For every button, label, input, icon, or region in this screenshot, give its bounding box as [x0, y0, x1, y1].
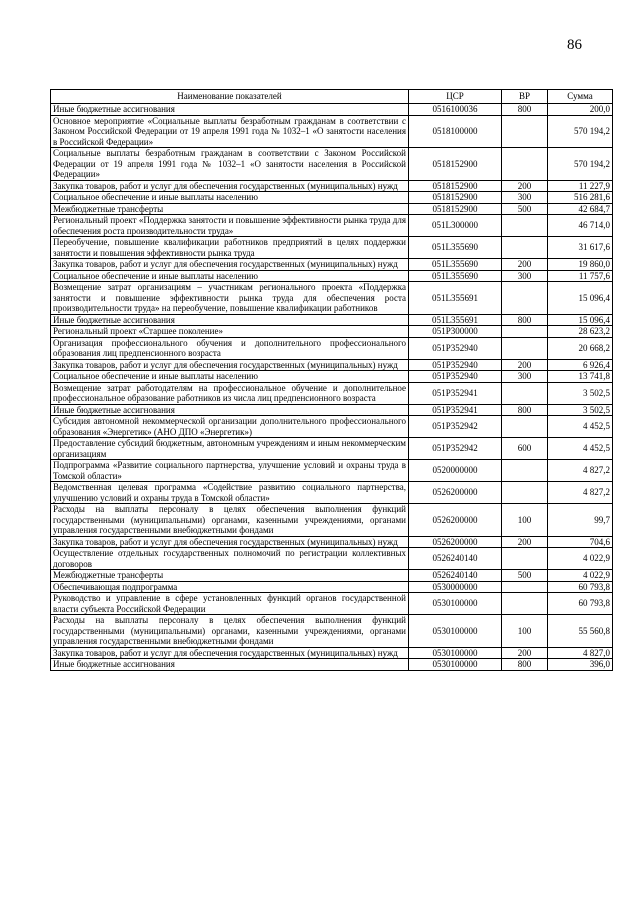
row-sum: 570 194,2 — [548, 115, 613, 148]
row-name: Переобучение, повышение квалификации работников предприятий в целях поддержки занятости и повышения эффективности рынка труда — [51, 237, 409, 259]
row-sum: 3 502,5 — [548, 382, 613, 404]
row-csr: 051P352940 — [409, 337, 502, 359]
row-name: Закупка товаров, работ и услуг для обеспечения государственных (муниципальных) нужд — [51, 647, 409, 659]
row-sum: 46 714,0 — [548, 215, 613, 237]
table-row — [51, 215, 613, 237]
table-row — [51, 581, 613, 593]
row-csr: 0526240140 — [409, 548, 502, 570]
row-vr — [502, 326, 548, 338]
row-vr: 200 — [502, 259, 548, 271]
row-sum: 11 227,9 — [548, 180, 613, 192]
row-name: Руководство и управление в сфере установленных функций органов государственной власти субъекта Российской Федерации — [51, 593, 409, 615]
table-row — [51, 460, 613, 482]
table-row — [51, 180, 613, 192]
row-name: Закупка товаров, работ и услуг для обеспечения государственных (муниципальных) нужд — [51, 259, 409, 271]
page-number: 86 — [567, 37, 582, 53]
table-row — [51, 647, 613, 659]
table-row — [51, 504, 613, 537]
row-sum: 28 623,2 — [548, 326, 613, 338]
table-row — [51, 115, 613, 148]
table-row — [51, 104, 613, 116]
row-vr — [502, 115, 548, 148]
row-name: Предоставление субсидий бюджетным, автономным учреждениям и иным некоммерческим организациям — [51, 438, 409, 460]
table-row — [51, 659, 613, 671]
row-vr — [502, 282, 548, 315]
row-vr: 200 — [502, 536, 548, 548]
row-csr: 0518152900 — [409, 192, 502, 204]
row-vr: 600 — [502, 438, 548, 460]
row-vr: 200 — [502, 180, 548, 192]
row-name: Расходы на выплаты персоналу в целях обеспечения выполнения функций государственными (муниципальными) органами, казенными учреждениями, органами управления государственными внебюджетными фондами — [51, 615, 409, 648]
row-name: Региональный проект «Поддержка занятости и повышение эффективности рынка труда для обеспечения роста производительности труда» — [51, 215, 409, 237]
row-vr — [502, 581, 548, 593]
row-vr: 500 — [502, 570, 548, 582]
row-name: Социальное обеспечение и иные выплаты населению — [51, 371, 409, 383]
header-name: Наименование показателей — [51, 90, 409, 104]
row-csr: 0526240140 — [409, 570, 502, 582]
row-csr: 051L300000 — [409, 215, 502, 237]
row-csr: 0530000000 — [409, 581, 502, 593]
row-name: Основное мероприятие «Социальные выплаты безработным гражданам в соответствии с Законом Российской Федерации от 19 апреля 1991 года № 1032–1 «О занятости населения в Российской Федерации» — [51, 115, 409, 148]
row-sum: 60 793,8 — [548, 593, 613, 615]
row-csr: 0530100000 — [409, 647, 502, 659]
row-sum: 4 827,0 — [548, 647, 613, 659]
row-name: Иные бюджетные ассигнования — [51, 314, 409, 326]
row-sum: 4 022,9 — [548, 548, 613, 570]
table-row — [51, 416, 613, 438]
row-csr: 0526200000 — [409, 482, 502, 504]
row-csr: 051L355691 — [409, 314, 502, 326]
table-row — [51, 382, 613, 404]
table-row — [51, 270, 613, 282]
row-csr: 0518152900 — [409, 148, 502, 181]
row-name: Социальные выплаты безработным гражданам в соответствии с Законом Российской Федерации от 19 апреля 1991 года № 1032–1 «О занятости населения в Российской Федерации» — [51, 148, 409, 181]
row-csr: 051P352940 — [409, 371, 502, 383]
row-name: Обеспечивающая подпрограмма — [51, 581, 409, 593]
row-sum: 20 668,2 — [548, 337, 613, 359]
table-row — [51, 404, 613, 416]
row-vr — [502, 382, 548, 404]
table-row — [51, 203, 613, 215]
row-sum: 99,7 — [548, 504, 613, 537]
row-vr: 800 — [502, 659, 548, 671]
row-csr: 051P352941 — [409, 404, 502, 416]
row-csr: 0530100000 — [409, 615, 502, 648]
table-row — [51, 548, 613, 570]
table-row — [51, 438, 613, 460]
row-sum: 3 502,5 — [548, 404, 613, 416]
row-csr: 0526200000 — [409, 504, 502, 537]
row-sum: 4 452,5 — [548, 416, 613, 438]
row-name: Иные бюджетные ассигнования — [51, 104, 409, 116]
row-sum: 4 827,2 — [548, 482, 613, 504]
row-name: Иные бюджетные ассигнования — [51, 404, 409, 416]
row-name: Расходы на выплаты персоналу в целях обеспечения выполнения функций государственными (муниципальными) органами, казенными учреждениями, органами управления государственными внебюджетными фондами — [51, 504, 409, 537]
row-sum: 55 560,8 — [548, 615, 613, 648]
row-vr — [502, 482, 548, 504]
row-name: Осуществление отдельных государственных полномочий по регистрации коллективных договоров — [51, 548, 409, 570]
table-row — [51, 536, 613, 548]
row-vr — [502, 593, 548, 615]
table-row — [51, 148, 613, 181]
row-vr — [502, 237, 548, 259]
row-sum: 4 827,2 — [548, 460, 613, 482]
row-csr: 051L355690 — [409, 270, 502, 282]
row-csr: 0530100000 — [409, 659, 502, 671]
row-vr — [502, 460, 548, 482]
row-csr: 051P300000 — [409, 326, 502, 338]
table-row — [51, 337, 613, 359]
row-vr: 800 — [502, 314, 548, 326]
row-vr: 200 — [502, 359, 548, 371]
header-sum: Сумма — [548, 90, 613, 104]
row-csr: 051L355690 — [409, 259, 502, 271]
row-sum: 704,6 — [548, 536, 613, 548]
row-sum: 60 793,8 — [548, 581, 613, 593]
table-row — [51, 192, 613, 204]
row-sum: 200,0 — [548, 104, 613, 116]
row-name: Межбюджетные трансферты — [51, 570, 409, 582]
row-csr: 051P352942 — [409, 438, 502, 460]
row-vr: 200 — [502, 647, 548, 659]
row-name: Возмещение затрат организациям – участникам регионального проекта «Поддержка занятости и повышение эффективности рынка труда для обеспечения роста производительности труда» на переобучение, повышение квалификации работников — [51, 282, 409, 315]
row-csr: 0518152900 — [409, 203, 502, 215]
table-row — [51, 237, 613, 259]
row-sum: 19 860,0 — [548, 259, 613, 271]
table-row — [51, 326, 613, 338]
row-name: Ведомственная целевая программа «Содействие развитию социального партнерства, улучшению условий и охраны труда в Томской области» — [51, 482, 409, 504]
header-vr: ВР — [502, 90, 548, 104]
row-sum: 396,0 — [548, 659, 613, 671]
row-csr: 051L355690 — [409, 237, 502, 259]
table-row — [51, 282, 613, 315]
table-row — [51, 371, 613, 383]
row-vr: 800 — [502, 104, 548, 116]
row-vr: 100 — [502, 615, 548, 648]
table-row — [51, 359, 613, 371]
row-vr — [502, 337, 548, 359]
row-csr: 0518100000 — [409, 115, 502, 148]
row-csr: 051P352942 — [409, 416, 502, 438]
row-name: Закупка товаров, работ и услуг для обеспечения государственных (муниципальных) нужд — [51, 536, 409, 548]
row-vr: 100 — [502, 504, 548, 537]
row-sum: 4 452,5 — [548, 438, 613, 460]
row-name: Иные бюджетные ассигнования — [51, 659, 409, 671]
row-sum: 31 617,6 — [548, 237, 613, 259]
row-sum: 570 194,2 — [548, 148, 613, 181]
row-name: Закупка товаров, работ и услуг для обеспечения государственных (муниципальных) нужд — [51, 359, 409, 371]
row-name: Социальное обеспечение и иные выплаты населению — [51, 270, 409, 282]
row-vr — [502, 215, 548, 237]
row-vr: 300 — [502, 371, 548, 383]
table-row — [51, 593, 613, 615]
row-name: Организация профессионального обучения и дополнительного профессионального образования лиц предпенсионного возраста — [51, 337, 409, 359]
row-vr: 300 — [502, 192, 548, 204]
row-name: Субсидия автономной некоммерческой организации дополнительного профессионального образования «Энергетик» (АНО ДПО «Энергетик») — [51, 416, 409, 438]
row-name: Закупка товаров, работ и услуг для обеспечения государственных (муниципальных) нужд — [51, 180, 409, 192]
row-sum: 15 096,4 — [548, 282, 613, 315]
row-vr: 800 — [502, 404, 548, 416]
row-name: Региональный проект «Старшее поколение» — [51, 326, 409, 338]
table-row — [51, 482, 613, 504]
table-row — [51, 314, 613, 326]
table-row — [51, 570, 613, 582]
row-name: Возмещение затрат работодателям на профессиональное обучение и дополнительное профессиональное образование работников из числа лиц предпенсионного возраста — [51, 382, 409, 404]
row-csr: 0520000000 — [409, 460, 502, 482]
table-header-row — [51, 90, 613, 104]
table-row — [51, 259, 613, 271]
row-name: Подпрограмма «Развитие социального партнерства, улучшение условий и охраны труда в Томской области» — [51, 460, 409, 482]
row-sum: 13 741,8 — [548, 371, 613, 383]
row-csr: 0516100036 — [409, 104, 502, 116]
budget-table — [50, 89, 613, 671]
row-sum: 516 281,6 — [548, 192, 613, 204]
row-csr: 0518152900 — [409, 180, 502, 192]
row-sum: 4 022,9 — [548, 570, 613, 582]
row-sum: 15 096,4 — [548, 314, 613, 326]
row-vr — [502, 548, 548, 570]
row-vr: 500 — [502, 203, 548, 215]
row-csr: 0526200000 — [409, 536, 502, 548]
row-name: Социальное обеспечение и иные выплаты населению — [51, 192, 409, 204]
header-csr: ЦСР — [409, 90, 502, 104]
row-csr: 0530100000 — [409, 593, 502, 615]
row-name: Межбюджетные трансферты — [51, 203, 409, 215]
row-csr: 051P352940 — [409, 359, 502, 371]
row-vr — [502, 416, 548, 438]
row-vr: 300 — [502, 270, 548, 282]
row-vr — [502, 148, 548, 181]
row-sum: 42 684,7 — [548, 203, 613, 215]
row-csr: 051P352941 — [409, 382, 502, 404]
row-csr: 051L355691 — [409, 282, 502, 315]
row-sum: 11 757,6 — [548, 270, 613, 282]
row-sum: 6 926,4 — [548, 359, 613, 371]
table-row — [51, 615, 613, 648]
